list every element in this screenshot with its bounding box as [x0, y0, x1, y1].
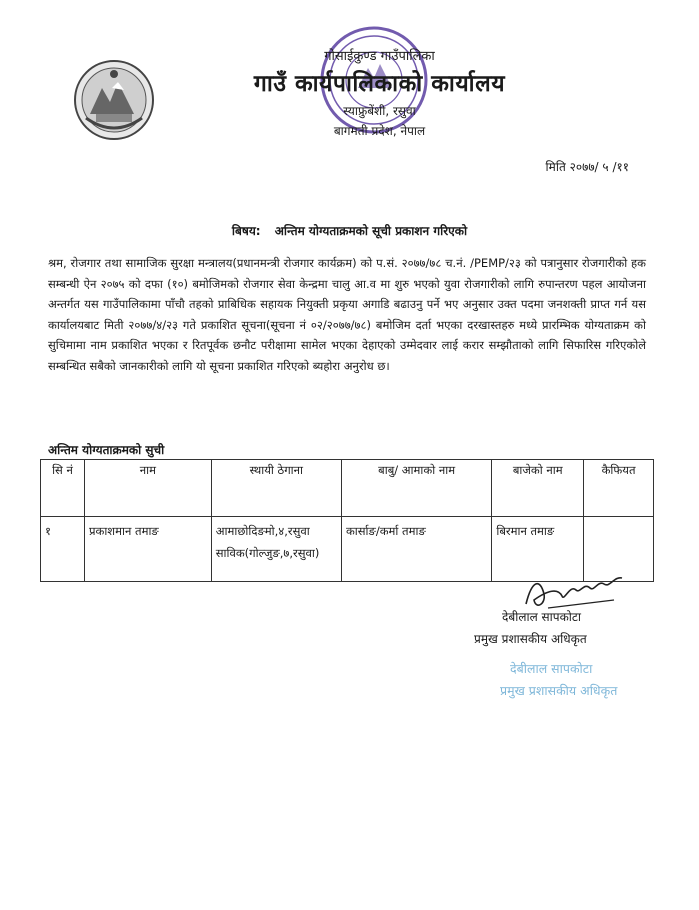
cell-name: प्रकाशमान तमाङ	[84, 517, 211, 582]
list-title: अन्तिम योग्यताक्रमको सुची	[48, 443, 165, 457]
subject-line	[0, 222, 699, 239]
office-name: गाउँ कार्यपालिकाको कार्यालय	[253, 71, 506, 97]
address-current: आमाछोदिङमो,४,रसुवा	[215, 524, 310, 538]
table-header-row	[41, 460, 654, 517]
cell-sn: १	[41, 517, 85, 582]
cell-grandfather: बिरमान तमाङ	[492, 517, 584, 582]
header-name: नाम	[84, 460, 211, 517]
office-location: स्याफ्रुबेंशी, रसुवा	[343, 104, 416, 118]
cell-address	[211, 517, 341, 582]
subject-label: बिषय:	[231, 224, 261, 238]
signatory-title: प्रमुख प्रशासकीय अधिकृत	[474, 632, 587, 646]
header-remarks: कैफियत	[584, 460, 654, 517]
notice-body: श्रम, रोजगार तथा सामाजिक सुरक्षा मन्त्रालय(प्रधानमन्त्री रोजगार कार्यक्रम) को प.सं. २०७७/७८ च.नं. /PEMP/२३ को पत्रानुसार रोजगारीको हक सम्बन्धी ऐन २०७५ को दफा (१०) बमोजिमको रोजगार सेवा केन्द्रमा चालु आ.व मा शुरु भएको युवा रोजगारीको लागि रुपान्तरण पहल आयोजना अन्तर्गत यस गाउँपालिकामा पाँचौ तहको प्राबिधिक सहायक नियुक्ती प्रकृया अगाडि बढाउनु पर्ने भए अनुसार उक्त पदमा जनशक्ती प्राप्त गर्न यस कार्यालयबाट मिती २०७७/४/२३ गते प्रकाशित सूचना(सूचना नं ०२/२०७७/७८) बमोजिम दर्ता भएका दरखास्तहरु मध्ये प्रारम्भिक योग्यताक्रम को सुचिमामा नाम प्रकाशित भएका र रितपूर्वक छनौट परीक्षामा सामेल भएका देहाएको उम्मेदवार लाई करार सम्झौताको लागि सिफारिस गरिएकोले सम्बन्धित सबैको जानकारीको लागि यो सूचना प्रकाशित गरिएको ब्यहोरा अनुरोध छ।	[48, 256, 646, 373]
province-name: बागमती प्रदेश, नेपाल	[333, 124, 426, 138]
subject-text: अन्तिम योग्यताक्रमको सूची प्रकाशन गरिएको	[274, 224, 468, 238]
stamp-title: प्रमुख प्रशासकीय अधिकृत	[500, 683, 618, 698]
candidate-table	[40, 459, 654, 582]
header-parents: बाबु/ आमाको नाम	[341, 460, 491, 517]
address-former: साविक(गोल्जुङ,७,रसुवा)	[215, 546, 320, 560]
notice-date: मिति २०७७/ ५ /११	[545, 160, 629, 174]
header-grandfather: बाजेको नाम	[492, 460, 584, 517]
municipality-name: गोसाईकुण्ड गाउँपालिका	[324, 49, 435, 64]
header-address: स्थायी ठेगाना	[211, 460, 341, 517]
cell-parents: कार्साङ/कर्मा तमाङ	[341, 517, 491, 582]
header-sn: सि नं	[41, 460, 85, 517]
signatory-name: देबीलाल सापकोटा	[502, 610, 582, 624]
stamp-name: देबीलाल सापकोटा	[510, 661, 593, 676]
